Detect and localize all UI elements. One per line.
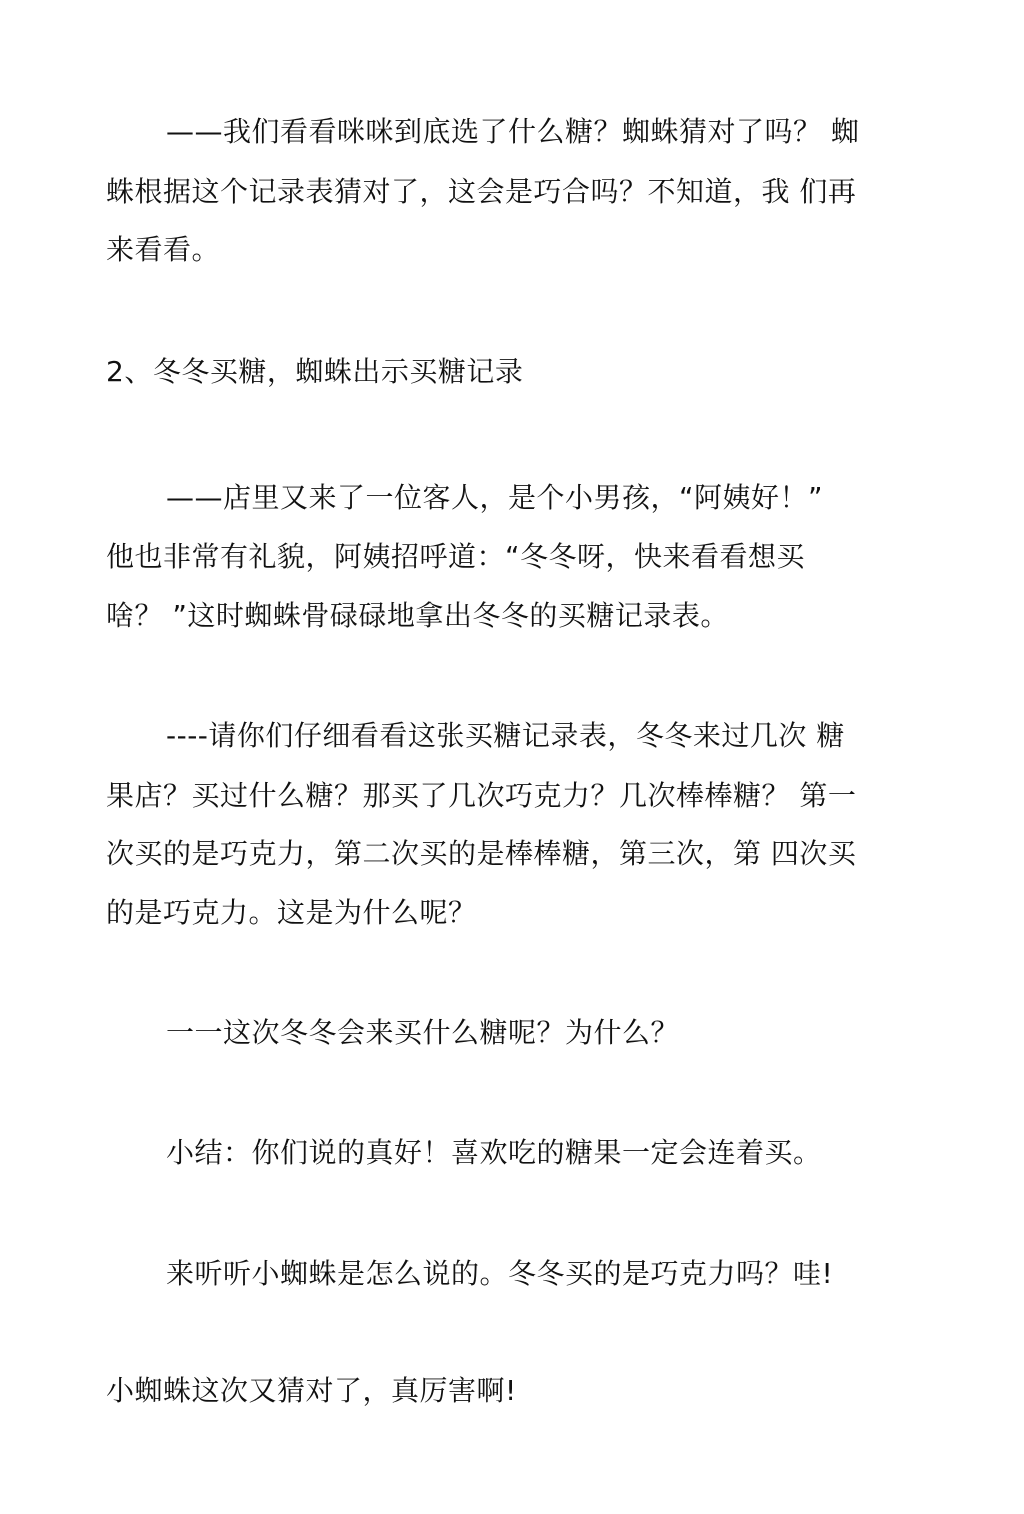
paragraph-2-line-1: ——店里又来了一位客人，是个小男孩，“阿姨好！”: [166, 481, 824, 514]
paragraph-1-line-3: 来看看。: [106, 233, 221, 266]
paragraph-3-line-1: ----请你们仔细看看这张买糖记录表，冬冬来过几次 糖: [166, 719, 845, 752]
paragraph-3-line-2: 果店？买过什么糖？那买了几次巧克力？几次棒棒糖？ 第一: [106, 779, 857, 812]
paragraph-2-line-3: 啥？ ”这时蜘蛛骨碌碌地拿出冬冬的买糖记录表。: [106, 599, 729, 632]
paragraph-2-line-2: 他也非常有礼貌，阿姨招呼道：“冬冬呀，快来看看想买: [106, 540, 806, 573]
paragraph-6: 来听听小蜘蛛是怎么说的。冬冬买的是巧克力吗？哇!: [166, 1257, 834, 1290]
summary-paragraph: 小结：你们说的真好！喜欢吃的糖果一定会连着买。: [166, 1136, 822, 1169]
paragraph-7: 小蜘蛛这次又猜对了，真厉害啊!: [106, 1374, 517, 1407]
section-heading: 2、冬冬买糖，蜘蛛出示买糖记录: [106, 355, 524, 388]
paragraph-4: 一一这次冬冬会来买什么糖呢？为什么？: [166, 1016, 680, 1049]
paragraph-1-line-1: ——我们看看咪咪到底选了什么糖？蜘蛛猜对了吗？ 蜘: [166, 115, 860, 148]
paragraph-3-line-3: 次买的是巧克力，第二次买的是棒棒糖，第三次，第 四次买: [106, 837, 857, 870]
paragraph-1-line-2: 蛛根据这个记录表猜对了，这会是巧合吗？不知道，我 们再: [106, 175, 857, 208]
paragraph-3-line-4: 的是巧克力。这是为什么呢？: [106, 896, 477, 929]
